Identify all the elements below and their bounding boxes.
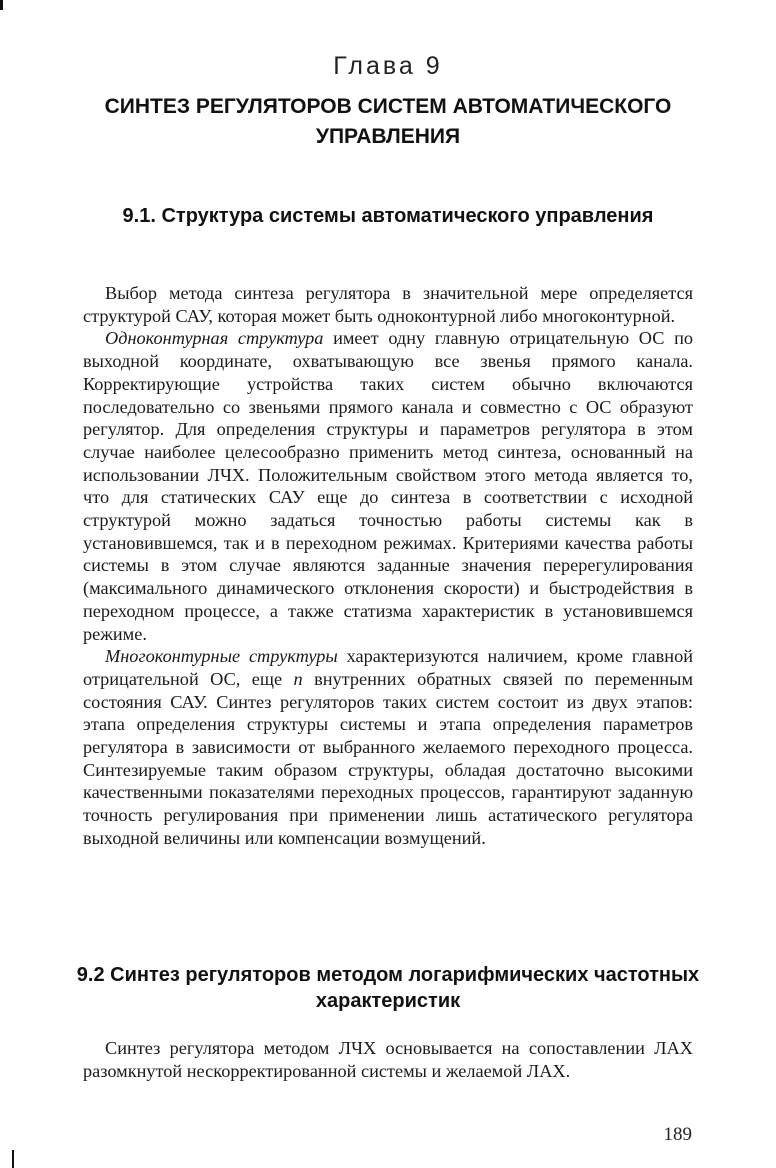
variable-n: n <box>293 668 303 689</box>
paragraph-text: Выбор метода синтеза регулятора в значительной мере определяется структурой САУ, которая может быть одноконтурной либо многоконтурной. <box>83 283 693 326</box>
section-heading-9-1: 9.1. Структура системы автоматического управления <box>122 205 654 227</box>
paragraph <box>83 1037 693 1082</box>
paragraph <box>83 282 693 327</box>
paragraph <box>83 327 693 645</box>
scan-artifact-top <box>0 0 3 10</box>
italic-term: Многоконтурные структуры <box>105 646 338 667</box>
scan-artifact-bottom <box>12 1150 14 1168</box>
section-9-2-body <box>83 1037 693 1082</box>
paragraph-text: внутренних обратных связей по переменным состояния САУ. Синтез регуляторов таких систем состоит из двух этапов: этапа определения структуры системы и этапа определения параметров регулятора в зависимости от выбранного желаемого переходного процесса. Синтезируемые таким образом структуры, обладая достаточно высокими качественными показателями переходных процессов, гарантируют заданную точность регулирования при применении лишь астатического регулятора выходной величины или компенсации возмущений. <box>83 668 694 848</box>
section-9-1-body <box>83 282 693 850</box>
italic-term: Одноконтурная структура <box>105 328 324 349</box>
section-heading-9-2: 9.2 Синтез регуляторов методом логарифмических частотных характеристик <box>76 964 700 1012</box>
paragraph-text: Синтез регулятора методом ЛЧХ основывается на сопоставлении ЛАХ разомкнутой нескорректированной системы и желаемой ЛАХ. <box>83 1038 693 1081</box>
chapter-title: СИНТЕЗ РЕГУЛЯТОРОВ СИСТЕМ АВТОМАТИЧЕСКОГО УПРАВЛЕНИЯ <box>104 95 672 148</box>
chapter-label: Глава 9 <box>333 52 443 80</box>
paragraph-text: имеет одну главную отрицательную ОС по выходной координате, охватывающую все звенья прямого канала. Корректирующие устройства таких систем обычно включаются последовательно со звеньями прямого канала и совместно с ОС образуют регулятор. Для определения структуры и параметров регулятора в этом случае наиболее целесообразно применить метод синтеза, основанный на использовании ЛЧХ. Положительным свойством этого метода является то, что для статических САУ еще до синтеза в соответствии с исходной структурой можно задаться точностью работы системы как в установившемся, так и в переходном режимах. Критериями качества работы системы в этом случае являются заданные значения перерегулирования (максимального динамического отклонения скорости) и быстродействия в переходном процессе, а также статизма характеристик в установившемся режиме. <box>83 328 693 644</box>
page-number: 189 <box>663 1124 692 1145</box>
paragraph-text: характеризуются наличием, кроме главной отрицательной ОС, еще <box>83 646 694 689</box>
paragraph <box>83 645 693 849</box>
